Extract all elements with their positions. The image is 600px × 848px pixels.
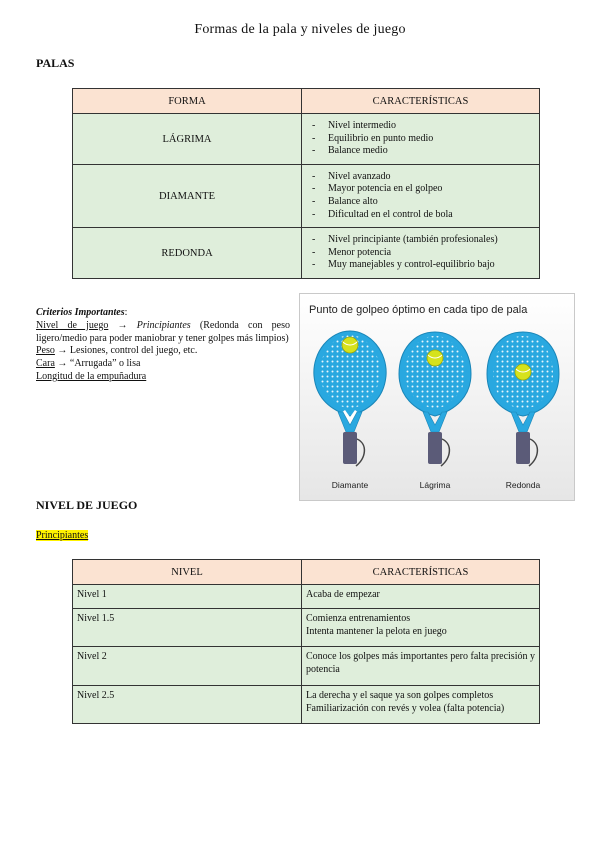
desc-line: Acaba de empezar <box>306 589 380 600</box>
nivel-desc-cell <box>302 686 540 724</box>
palas-image <box>299 293 575 501</box>
criterio-nivel <box>36 320 290 346</box>
nivel-cell: Nivel 1 <box>73 585 302 609</box>
nivel-header: NIVEL <box>73 560 302 585</box>
table-row <box>73 609 540 647</box>
cara-label: Cara <box>36 358 55 370</box>
table-row <box>73 228 540 279</box>
list-item: - Equilibrio en punto medio <box>328 133 535 146</box>
caracteristicas-cell <box>302 114 540 165</box>
forma-cell: LÁGRIMA <box>73 114 302 165</box>
list-item: - Nivel avanzado <box>328 171 535 184</box>
table-row <box>73 114 540 165</box>
longitud-label: Longitud de la empuñadura <box>36 370 147 382</box>
desc-line: Conoce los golpes más importantes pero falta precisión y potencia <box>306 651 535 675</box>
criterio-peso <box>36 345 290 358</box>
nivel-cell: Nivel 2.5 <box>73 686 302 724</box>
racket-diamante <box>314 331 386 466</box>
label-lagrima: Lágrima <box>419 480 451 490</box>
nivel-arrow: → <box>108 319 137 331</box>
criterio-cara <box>36 358 290 371</box>
criterio-longitud <box>36 371 290 384</box>
label-redonda: Redonda <box>505 480 541 490</box>
nivel-text: (Redonda con peso ligero/medio para poder maniobrar y tener golpes más limpios) <box>36 319 290 344</box>
table-row <box>73 647 540 686</box>
peso-label: Peso <box>36 345 55 357</box>
racket-redonda <box>487 332 559 466</box>
forma-header: FORMA <box>73 89 302 114</box>
table-row <box>73 585 540 609</box>
peso-text: → Lesiones, control del juego, etc. <box>54 345 198 357</box>
image-title: Punto de golpeo óptimo en cada tipo de pala <box>309 304 528 316</box>
nivel-heading: NIVEL DE JUEGO <box>36 498 138 512</box>
cara-text: → “Arrugada” o lisa <box>54 358 141 370</box>
forma-cell: DIAMANTE <box>73 165 302 228</box>
list-item: - Muy manejables y control-equilibrio bajo <box>328 259 535 272</box>
nivel-cell: Nivel 1.5 <box>73 609 302 647</box>
racket-lagrima <box>399 332 471 466</box>
list-item: - Dificultad en el control de bola <box>328 209 535 222</box>
list-item: - Balance alto <box>328 196 535 209</box>
nivel-desc-cell <box>302 585 540 609</box>
table-row <box>73 686 540 724</box>
nivel-label: Nivel de juego <box>36 319 109 331</box>
list-item: - Menor potencia <box>328 247 535 260</box>
caracteristicas-cell <box>302 165 540 228</box>
rackets-illustration <box>300 294 574 500</box>
label-diamante: Diamante <box>331 480 369 490</box>
nivel-emph: Principiantes <box>136 319 191 331</box>
desc-line: Intenta mantener la pelota en juego <box>306 626 447 637</box>
list-item: - Nivel principiante (también profesionales) <box>328 234 535 247</box>
caracteristicas-header: CARACTERÍSTICAS <box>302 89 540 114</box>
table-row <box>73 165 540 228</box>
principiantes-subheading <box>36 530 88 541</box>
criterios-title-line <box>36 307 290 320</box>
document-title: Formas de la pala y niveles de juego <box>194 22 406 37</box>
criterios-block <box>36 307 290 384</box>
criterios-title: Criterios Importantes <box>36 307 125 318</box>
desc-line: Familiarización con revés y volea (falta potencia) <box>306 703 505 714</box>
forma-cell: REDONDA <box>73 228 302 279</box>
criterios-title-colon: : <box>124 307 128 318</box>
list-item: - Balance medio <box>328 145 535 158</box>
nivel-cell: Nivel 2 <box>73 647 302 686</box>
palas-heading: PALAS <box>36 56 75 70</box>
desc-line: La derecha y el saque ya son golpes completos <box>306 690 494 701</box>
palas-table <box>72 88 540 279</box>
list-item: - Nivel intermedio <box>328 120 535 133</box>
list-item: - Mayor potencia en el golpeo <box>328 183 535 196</box>
nivel-desc-cell <box>302 609 540 647</box>
nivel-table <box>72 559 540 724</box>
nivel-desc-cell <box>302 647 540 686</box>
caracteristicas-cell <box>302 228 540 279</box>
desc-line: Comienza entrenamientos <box>306 613 411 624</box>
nivel-caracteristicas-header: CARACTERÍSTICAS <box>302 560 540 585</box>
principiantes-label: Principiantes <box>36 530 89 541</box>
